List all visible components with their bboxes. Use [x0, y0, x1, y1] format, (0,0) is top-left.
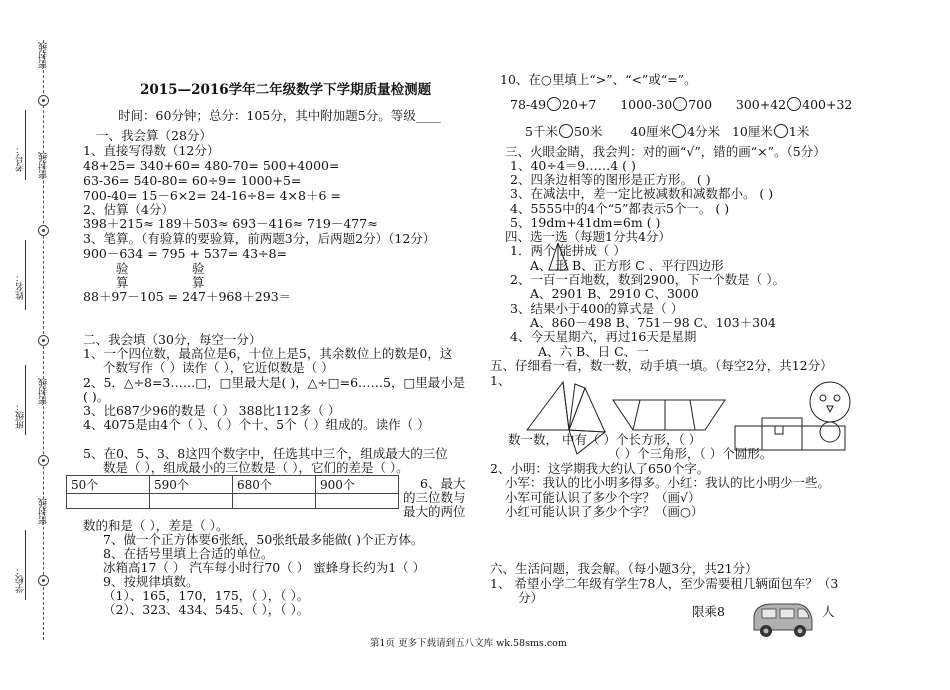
choice-table — [66, 475, 399, 509]
q2-4: 4、4075是由4个（ ）、（ ）个十、5个（ ）组成的。读作（ ） — [83, 417, 430, 432]
table-cell: 50个 — [67, 476, 150, 494]
page-title: 2015—2016学年二年级数学下学期质量检测题 — [140, 82, 432, 98]
q2-9: 9、按规律填数。 — [103, 574, 199, 589]
q2-2b: ( )。 — [83, 389, 110, 404]
q6-1b: 分） — [518, 590, 544, 605]
q1-3-row: 900－634 = 795 + 537= 43÷8= — [83, 246, 288, 261]
q5-2b: 小军可能认识了多少个字？（画√） — [505, 490, 701, 505]
q2-5a: 5、在0、5、3、8这四个数字中，任选其中三个，组成最大的三位 — [83, 446, 448, 461]
q2-6d: 数的和是（ ），差是（ ）。 — [83, 518, 229, 533]
q5-1: 1、 — [490, 373, 511, 388]
q2-6b: 的三位数与 — [403, 490, 466, 505]
q2-8-row: 冰箱高17（ ） 汽车每小时行70（ ） 蜜蜂身长约为1（ ） — [103, 560, 426, 575]
answer-circle-icon — [774, 124, 788, 138]
q3-5: 5、19dm+41dm=6m ( ) — [510, 215, 661, 230]
page-footer: 第1页 更多下载请到五八文库 wk.58sms.com — [370, 638, 567, 649]
q3-1: 1、40÷4＝9……4 ( ) — [510, 158, 636, 173]
q10-row1: 78-49 20+7 1000-30 700 300+42 400+32 — [510, 97, 853, 112]
q4-1: 1．两个 能拼成（ ） — [510, 243, 626, 258]
q4-3-options: A、860－498 B、751－98 C、103＋304 — [530, 315, 776, 330]
section-2-heading: 二、我会填（30分，每空一分） — [83, 332, 262, 347]
q2-9a: （1）、165，170，175，（ ），（ ）。 — [103, 588, 310, 603]
binding-hole-icon — [38, 225, 49, 236]
answer-circle-icon — [672, 124, 686, 138]
binding-hole-icon — [38, 455, 49, 466]
field-school: 学校： — [16, 566, 26, 593]
verify-label: 验 — [116, 261, 129, 276]
exam-info: 时间：60分钟；总分：105分，其中附加题5分。等级____ — [118, 108, 441, 123]
q4-2-options: A、2901 B、2910 C、3000 — [530, 286, 699, 301]
q4-3: 3、结果小于400的算式是（ ） — [510, 301, 684, 316]
seal-label: 密封线 — [39, 378, 49, 405]
q2-7: 7、做一个正方体要6张纸，50张纸最多能做( )个正方体。 — [103, 532, 424, 547]
answer-circle-icon — [787, 97, 801, 111]
verify-label: 算 — [116, 275, 129, 290]
section-1-heading: 一、我会算（28分） — [96, 128, 212, 143]
section-3-heading: 三、火眼金睛，我会判：对的画“√”，错的画“×”。（5分） — [505, 144, 826, 159]
table-cell: 590个 — [150, 476, 233, 494]
seal-label: 密封线 — [39, 152, 49, 179]
section-6-heading: 六、生活问题，我会解。（每小题3分，共21分） — [490, 561, 758, 576]
limit-label: 限乘8 — [692, 604, 725, 619]
q1-3: 3、笔算。（有验算的要验算，前两题3分，后两题2分）（12分） — [83, 231, 436, 246]
verify-label: 验 — [192, 261, 205, 276]
q3-4: 4、5555中的4个“5”都表示5个一。 ( ) — [510, 201, 730, 216]
q2-3: 3、比687少96的数是（ ） 388比112多（ ） — [83, 403, 341, 418]
q6-1a: 1、 希望小学二年级有学生78人，至少需要租几辆面包车？（3 — [490, 576, 839, 591]
limit-unit: 人 — [822, 604, 835, 619]
q2-8: 8、在括号里填上合适的单位。 — [103, 546, 274, 561]
q1-1-row3: 700-40= 15－6×2= 24-16÷8= 4×8＋6 = — [83, 188, 341, 203]
binding-hole-icon — [38, 335, 49, 346]
q5-2c: 小红可能认识了多少个字？（画○） — [505, 504, 704, 519]
table-cell: 900个 — [316, 476, 399, 494]
minibus-icon — [748, 600, 816, 642]
section-4-heading: 四、选一选（每题1分共4分） — [505, 229, 671, 244]
q4-1-options: A、 形 B、正方形 C 、平行四边形 — [530, 258, 724, 273]
answer-circle-icon — [673, 97, 687, 111]
q4-4-options: A、六 B、日 C、一 — [538, 344, 649, 359]
q5-1a: 数一数， 中有（ ）个长方形，（ ） — [508, 432, 702, 447]
q1-1-row1: 48+25= 340+60= 480-70= 500+4000= — [83, 158, 340, 173]
seal-label: 密封线 — [39, 42, 49, 69]
answer-circle-icon — [559, 124, 573, 138]
q5-2a: 小军：我认的比小明多得多。小红：我认的比小明少一些。 — [505, 475, 831, 490]
q4-2: 2、一百一百地数，数到2900，下一个数是（ ）。 — [510, 272, 785, 287]
q10: 10、在○里填上“>”、“<”或“=”。 — [500, 72, 697, 87]
q2-6c: 最大的两位 — [403, 504, 466, 519]
q2-1a: 1、一个四位数，最高位是6，十位上是5，其余数位上的数是0，这 — [83, 346, 453, 361]
section-5-heading: 五、仔细看一看，数一数，动手填一填。（每空2分，共12分） — [490, 358, 833, 373]
field-class: 班级： — [16, 402, 26, 429]
q3-2: 2、四条边相等的图形是正方形。 ( ) — [510, 172, 711, 187]
q2-5b: 数是（ ），组成最小的三位数是（ ），它们的差是（ ）。 — [103, 460, 409, 475]
q1-1: 1、直接写得数（12分） — [83, 143, 220, 158]
q2-2a: 2、5．△÷8=3……□，□里最大是( )，△÷□=6……5，□里最小是 — [83, 375, 466, 390]
q2-1b: 个数写作（ ）读作（ ），它近似数是（ ） — [103, 360, 334, 375]
q1-2-row: 398＋215≈ 189＋503≈ 693－416≈ 719－477≈ — [83, 216, 378, 231]
table-cell: 680个 — [233, 476, 316, 494]
binding-hole-icon — [38, 95, 49, 106]
q1-2: 2、估算（4分） — [83, 202, 174, 217]
q3-3: 3、在减法中，差一定比被减数和减数都小。 ( ) — [510, 186, 774, 201]
field-name: 姓名： — [16, 273, 26, 300]
answer-circle-icon — [547, 97, 561, 111]
q4-4: 4、今天星期六，再过16天是星期 — [510, 329, 697, 344]
q1-3-row2: 88＋97－105 = 247＋968＋293＝ — [83, 289, 292, 304]
q5-1b: （ ）个三角形，（ ）个圆形。 — [608, 446, 773, 461]
binding-hole-icon — [38, 575, 49, 586]
q2-6a: 6、最大 — [420, 476, 466, 491]
q1-1-row2: 63-36= 540-80= 60÷9= 1000+5= — [83, 173, 302, 188]
q5-2: 2、小明：这学期我大约认了650个字。 — [490, 461, 710, 476]
q2-9b: （2）、323、434、545、（ ），（ ）。 — [103, 602, 310, 617]
field-exam-number: 考号： — [16, 145, 26, 172]
seal-label: 密封线 — [39, 498, 49, 525]
q10-row2: 5千米 50米 40厘米 4分米 10厘米 1米 — [525, 124, 810, 139]
verify-label: 算 — [192, 275, 205, 290]
